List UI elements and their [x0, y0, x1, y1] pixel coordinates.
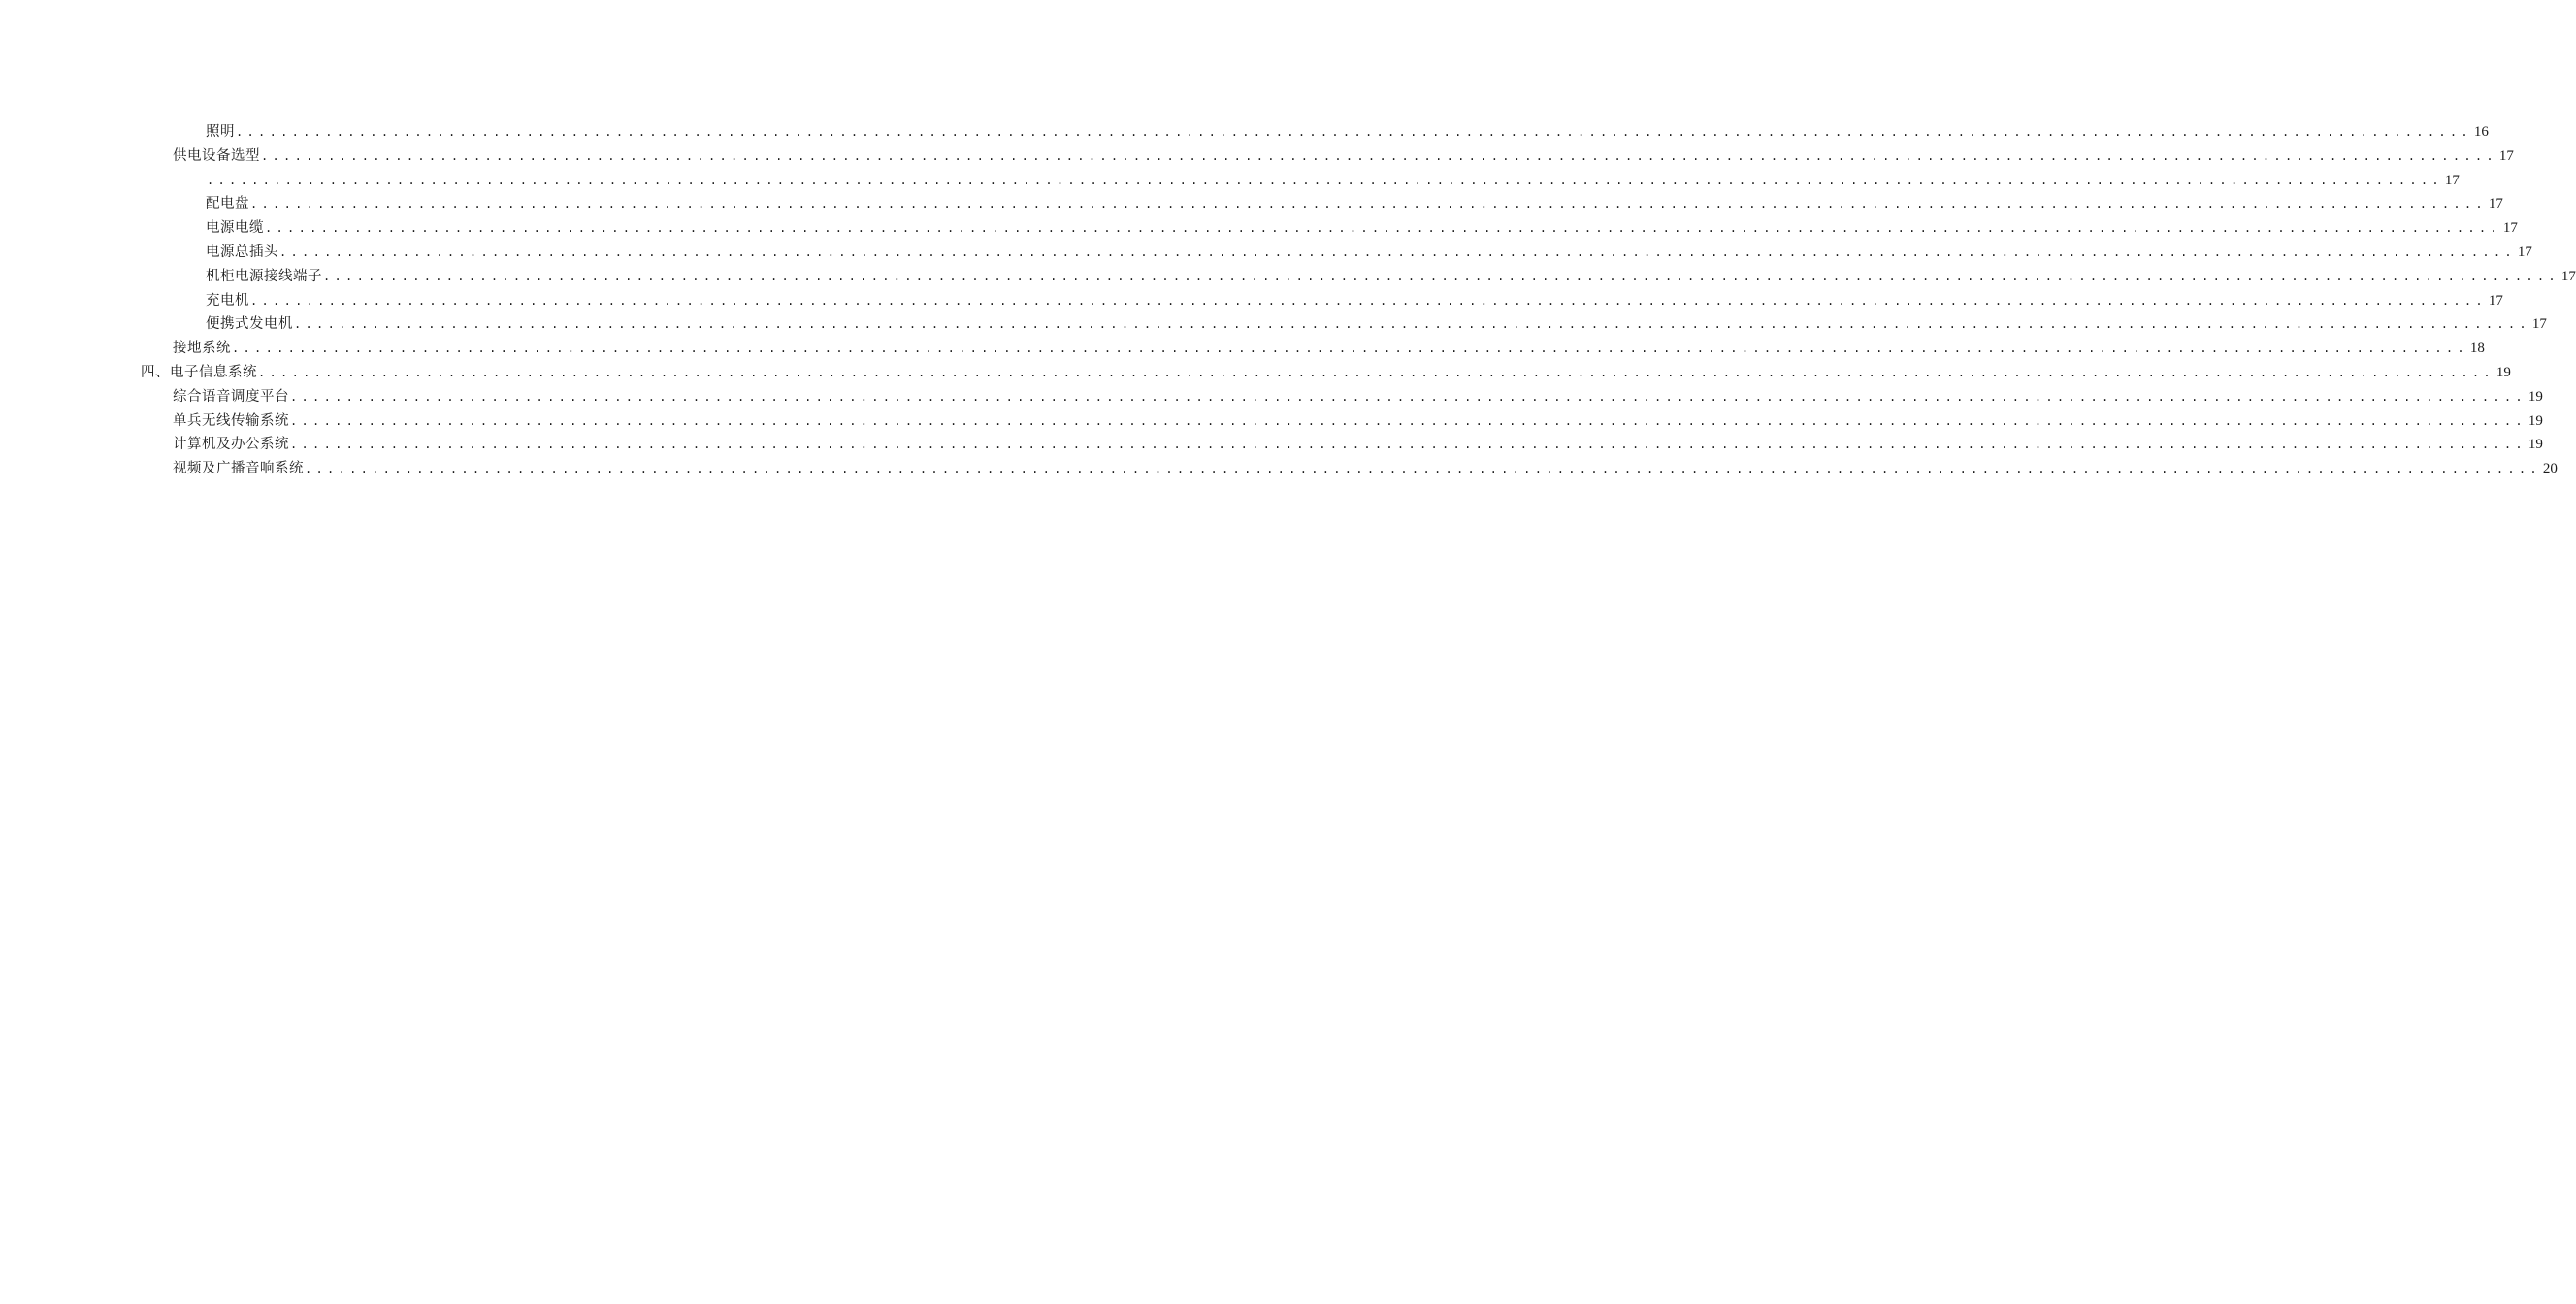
toc-entry[interactable]: [206, 289, 2503, 312]
toc-entry-title: 充电机: [206, 293, 249, 309]
toc-dot-leader: ........................................................................................................................................................................................................: [250, 294, 2487, 308]
toc-entry-title: 电源总插头: [206, 244, 278, 260]
toc-entry-page-number: 17: [2488, 196, 2503, 212]
toc-entry-title: 计算机及办公系统: [173, 437, 289, 452]
toc-dot-leader: ........................................................................................................................................................................................................: [258, 366, 2494, 379]
toc-entry-title: 接地系统: [173, 341, 231, 356]
toc-entry-title: 配电盘: [206, 196, 249, 212]
toc-entry[interactable]: [173, 409, 2543, 433]
toc-dot-leader: ........................................................................................................................................................................................................: [290, 414, 2527, 428]
toc-dot-leader: ........................................................................................................................................................................................................: [207, 174, 2443, 187]
toc-entry[interactable]: [206, 192, 2503, 215]
toc-dot-leader: ........................................................................................................................................................................................................: [250, 197, 2487, 211]
toc-dot-leader: ........................................................................................................................................................................................................: [294, 317, 2530, 331]
toc-entry-page-number: 17: [2560, 269, 2576, 284]
toc-entry-page-number: 19: [2527, 389, 2543, 405]
toc-entry-page-number: 19: [2527, 413, 2543, 429]
toc-dot-leader: ........................................................................................................................................................................................................: [305, 462, 2541, 475]
toc-entry[interactable]: [173, 385, 2543, 408]
toc-dot-leader: ........................................................................................................................................................................................................: [323, 270, 2560, 283]
toc-entry[interactable]: [206, 216, 2518, 240]
toc-entry-page-number: 17: [2488, 293, 2503, 309]
toc-entry[interactable]: [173, 337, 2485, 360]
toc-entry-title: 电源电缆: [206, 220, 264, 236]
toc-dot-leader: ........................................................................................................................................................................................................: [279, 245, 2516, 259]
toc-entry[interactable]: [173, 457, 2558, 480]
toc-entry[interactable]: [141, 361, 2511, 384]
toc-entry-page-number: 17: [2517, 244, 2532, 260]
toc-entry[interactable]: [206, 265, 2576, 288]
toc-entry-title: 便携式发电机: [206, 316, 293, 332]
toc-dot-leader: ........................................................................................................................................................................................................: [290, 390, 2527, 404]
toc-dot-leader: ........................................................................................................................................................................................................: [290, 438, 2527, 451]
toc-entry-page-number: 18: [2469, 341, 2485, 356]
toc-entry-page-number: 16: [2473, 124, 2489, 140]
toc-entry-title: 照明: [206, 124, 235, 140]
toc-dot-leader: ........................................................................................................................................................................................................: [265, 221, 2501, 235]
toc-entry-title: 供电设备选型: [173, 148, 260, 164]
toc-entry[interactable]: [206, 241, 2532, 264]
toc-entry-page-number: 19: [2495, 365, 2511, 380]
toc-dot-leader: ........................................................................................................................................................................................................: [232, 342, 2468, 355]
toc-entry-page-number: 17: [2531, 316, 2547, 332]
toc-dot-leader: ........................................................................................................................................................................................................: [261, 149, 2497, 163]
toc-entry-title: 单兵无线传输系统: [173, 413, 289, 429]
toc-entry-page-number: 20: [2542, 461, 2558, 476]
toc-entry-page-number: 17: [2444, 173, 2460, 188]
toc-entry[interactable]: [173, 433, 2543, 456]
toc-entry[interactable]: [206, 169, 2460, 192]
toc-entry-page-number: 17: [2498, 148, 2514, 164]
toc-entry-title: 视频及广播音响系统: [173, 461, 304, 476]
toc-entry[interactable]: [173, 145, 2514, 168]
toc-entry-title: 综合语音调度平台: [173, 389, 289, 405]
toc-entry[interactable]: [206, 312, 2547, 336]
toc-entry-title: 机柜电源接线端子: [206, 269, 322, 284]
toc-dot-leader: ........................................................................................................................................................................................................: [236, 125, 2472, 139]
toc-entry[interactable]: [206, 120, 2489, 144]
toc-entry-page-number: 17: [2502, 220, 2518, 236]
toc-entry-title: 四、电子信息系统: [141, 365, 257, 380]
toc-entry-page-number: 19: [2527, 437, 2543, 452]
